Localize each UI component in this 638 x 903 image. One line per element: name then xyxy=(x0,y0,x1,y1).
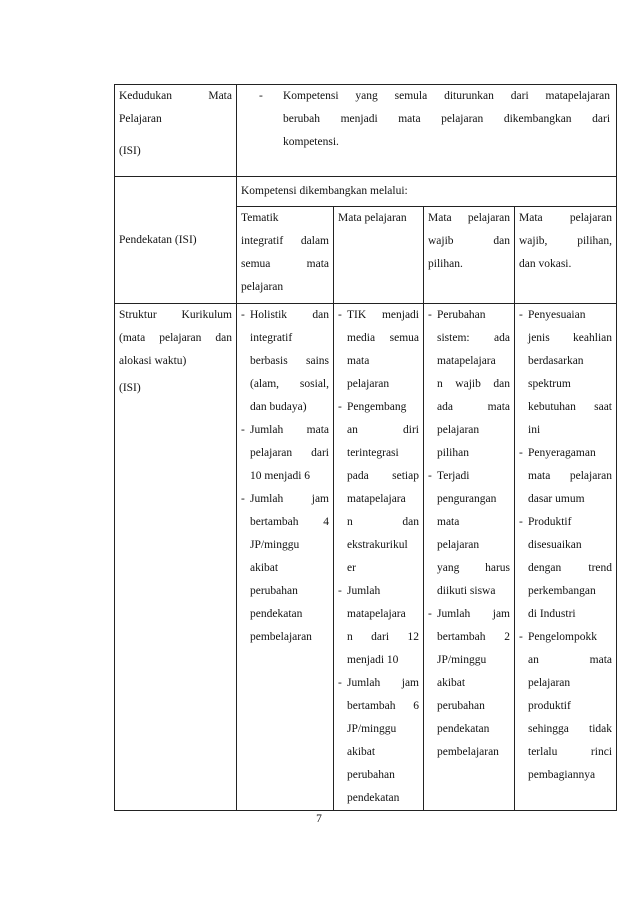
cell-line: spektrum xyxy=(528,378,571,390)
cell-line: di Industri xyxy=(528,608,576,620)
cell-line: JP/minggu xyxy=(347,723,397,735)
cell-line: semua mata xyxy=(241,258,329,270)
list-item xyxy=(241,419,329,488)
cell-line: Jumlah jam xyxy=(347,677,419,689)
cell-line: bertambah 2 xyxy=(437,631,510,643)
cell-line: JP/minggu xyxy=(250,539,300,551)
cell-line: wajib dan xyxy=(428,235,510,247)
cell-line: integratif dalam xyxy=(241,235,329,247)
bullet-dash: - xyxy=(241,493,245,505)
page-number: 7 xyxy=(316,813,322,825)
cell-line: perubahan xyxy=(250,585,298,597)
bullet-dash: - xyxy=(241,309,245,321)
cell-line: terintegrasi xyxy=(347,447,399,459)
cell-line: Tematik xyxy=(241,212,279,224)
cell-line: pendekatan xyxy=(437,723,490,735)
list-item xyxy=(338,672,419,810)
content-line: berubah menjadi mata pelajaran dikembangkan dari xyxy=(283,113,611,125)
cell-line: akibat xyxy=(437,677,466,689)
cell-line: terlalu rinci xyxy=(528,746,613,758)
list-item xyxy=(259,85,610,154)
cell-line: bertambah 6 xyxy=(347,700,419,712)
label-line: Pendekatan (ISI) xyxy=(119,233,197,246)
struktur-col-2 xyxy=(334,304,424,811)
comparison-table xyxy=(114,84,617,811)
cell-line: ini xyxy=(528,424,541,436)
cell-line: akibat xyxy=(347,746,376,758)
cell-line: pelajaran xyxy=(437,424,480,436)
label-line: Struktur Kurikulum xyxy=(119,309,232,321)
cell-line: Mata pelajaran xyxy=(519,212,613,224)
cell-line: mata xyxy=(347,355,370,367)
cell-line: akibat xyxy=(250,562,279,574)
cell-line: dengan trend xyxy=(528,562,613,574)
cell-line: pilihan xyxy=(437,447,469,459)
cell-line: Jumlah xyxy=(347,585,381,597)
cell-line: dan vokasi. xyxy=(519,258,572,270)
cell-line: wajib, pilihan, xyxy=(519,235,613,247)
pendekatan-col-wajib xyxy=(424,207,515,304)
cell-line: an mata xyxy=(528,654,613,666)
list-item xyxy=(338,304,419,396)
cell-line: Jumlah mata xyxy=(250,424,329,436)
row-label-struktur xyxy=(115,304,237,811)
cell-line: er xyxy=(347,562,356,574)
cell-line: dan budaya) xyxy=(250,401,307,413)
cell-line: diikuti siswa xyxy=(437,585,496,597)
cell-line: berbasis sains xyxy=(250,355,329,367)
cell-line: Penyeragaman xyxy=(528,447,596,459)
cell-line: n dan xyxy=(347,516,419,528)
cell-line: integratif xyxy=(250,332,293,344)
cell-line: pelajaran xyxy=(241,281,284,293)
bullet-dash: - xyxy=(241,424,245,436)
struktur-col-4 xyxy=(515,304,617,811)
cell-line: yang harus xyxy=(437,562,510,574)
row-struktur xyxy=(115,304,617,811)
label-line: Pelajaran xyxy=(119,113,162,125)
cell-line: Pengelompokk xyxy=(528,631,597,643)
cell-line: an diri xyxy=(347,424,419,436)
bullet-dash: - xyxy=(428,608,432,620)
list-item xyxy=(241,304,329,419)
cell-line: matapelajara xyxy=(347,608,406,620)
cell-line: pelajaran dari xyxy=(250,447,329,459)
cell-line: berdasarkan xyxy=(528,355,584,367)
cell-line: Pengembang xyxy=(347,401,407,413)
cell-line: perubahan xyxy=(437,700,485,712)
isi-label: (ISI) xyxy=(119,145,141,157)
bullet-dash: - xyxy=(519,309,523,321)
cell-line: Perubahan xyxy=(437,309,486,321)
bullet-dash: - xyxy=(338,309,342,321)
list-item xyxy=(338,580,419,672)
cell-line: pembelajaran xyxy=(250,631,312,643)
cell-line: pembelajaran xyxy=(437,746,499,758)
list-item xyxy=(519,626,612,787)
list-item xyxy=(519,511,612,626)
row-kedudukan xyxy=(115,85,617,177)
cell-line: (alam, sosial, xyxy=(250,378,329,390)
cell-line: perubahan xyxy=(347,769,395,781)
content-line: kompetensi. xyxy=(283,136,339,148)
kedudukan-content xyxy=(237,85,617,177)
label-line: (mata pelajaran dan xyxy=(119,332,232,344)
cell-line: Mata pelajaran xyxy=(428,212,510,224)
bullet-dash: - xyxy=(519,447,523,459)
cell-line: 10 menjadi 6 xyxy=(250,470,311,482)
cell-line: matapelajara xyxy=(347,493,406,505)
bullet-dash: - xyxy=(428,309,432,321)
cell-line: n wajib dan xyxy=(437,378,510,390)
cell-line: Holistik dan xyxy=(250,309,329,321)
cell-line: mata xyxy=(437,516,460,528)
cell-line: produktif xyxy=(528,700,571,712)
list-item xyxy=(519,442,612,511)
cell-line: sehingga tidak xyxy=(528,723,613,735)
list-item xyxy=(519,304,612,442)
intro-text: Kompetensi dikembangkan melalui: xyxy=(241,185,408,197)
cell-line: pengurangan xyxy=(437,493,497,505)
cell-line: pendekatan xyxy=(250,608,303,620)
pendekatan-col-vokasi xyxy=(515,207,617,304)
cell-line: Terjadi xyxy=(437,470,470,482)
bullet-dash: - xyxy=(338,677,342,689)
cell-line: pilihan. xyxy=(428,258,463,270)
cell-line: n dari 12 xyxy=(347,631,419,643)
cell-line: ekstrakurikul xyxy=(347,539,408,551)
bullet-dash: - xyxy=(519,631,523,643)
row-label-pendekatan xyxy=(115,177,237,304)
cell-line: TIK menjadi xyxy=(347,309,419,321)
cell-line: ada mata xyxy=(437,401,510,413)
cell-line: sistem: ada xyxy=(437,332,510,344)
cell-line: pembagiannya xyxy=(528,769,596,781)
list-item xyxy=(241,488,329,649)
cell-line: disesuaikan xyxy=(528,539,582,551)
cell-line: Mata pelajaran xyxy=(338,212,407,224)
cell-line: matapelajara xyxy=(437,355,496,367)
label-line: alokasi waktu) xyxy=(119,355,187,367)
cell-line: perkembangan xyxy=(528,585,596,597)
row-label-kedudukan xyxy=(115,85,237,177)
bullet-dash: - xyxy=(338,401,342,413)
pendekatan-intro xyxy=(237,177,617,207)
cell-line: pelajaran xyxy=(347,378,390,390)
struktur-col-3 xyxy=(424,304,515,811)
isi-label: (ISI) xyxy=(119,382,141,394)
content-line: Kompetensi yang semula diturunkan dari matapelajaran xyxy=(283,90,611,102)
cell-line: pelajaran xyxy=(528,677,571,689)
list-item xyxy=(428,603,510,764)
cell-line: Penyesuaian xyxy=(528,309,586,321)
cell-line: pendekatan xyxy=(347,792,400,804)
cell-line: mata pelajaran xyxy=(528,470,613,482)
cell-line: menjadi 10 xyxy=(347,654,399,666)
cell-line: jenis keahlian xyxy=(528,332,613,344)
bullet-dash: - xyxy=(428,470,432,482)
struktur-col-1 xyxy=(237,304,334,811)
cell-line: pelajaran xyxy=(437,539,480,551)
cell-line: JP/minggu xyxy=(437,654,487,666)
cell-line: pada setiap xyxy=(347,470,419,482)
cell-line: Produktif xyxy=(528,516,572,528)
cell-line: Jumlah jam xyxy=(437,608,510,620)
bullet-dash: - xyxy=(519,516,523,528)
cell-line: media semua xyxy=(347,332,419,344)
cell-line: dasar umum xyxy=(528,493,585,505)
row-pendekatan-intro xyxy=(115,177,617,207)
list-item xyxy=(338,396,419,580)
pendekatan-col-tematik xyxy=(237,207,334,304)
bullet-dash: - xyxy=(259,90,263,102)
cell-line: kebutuhan saat xyxy=(528,401,613,413)
pendekatan-col-mapel xyxy=(334,207,424,304)
list-item xyxy=(428,465,510,603)
label-line: Kedudukan Mata xyxy=(119,90,232,102)
list-item xyxy=(428,304,510,465)
cell-line: bertambah 4 xyxy=(250,516,329,528)
cell-line: Jumlah jam xyxy=(250,493,329,505)
bullet-dash: - xyxy=(338,585,342,597)
